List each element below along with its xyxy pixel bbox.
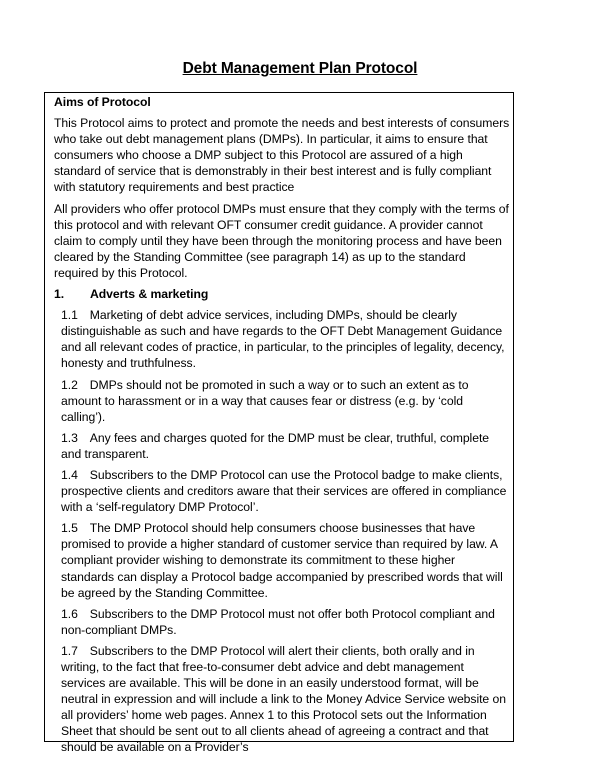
clause-1-5	[61, 520, 510, 600]
section-1-heading	[54, 286, 510, 302]
section-heading-aims: Aims of Protocol	[54, 95, 151, 109]
document-title: Debt Management Plan Protocol	[182, 60, 418, 77]
clause-number: 1.2	[61, 377, 78, 392]
clause-number: 1.4	[61, 467, 78, 482]
clause-1-3	[61, 430, 510, 462]
clause-text: Subscribers to the DMP Protocol will alert their clients, both orally and in writing, to the fact that free-to-consumer debt advice and debt management services are available. This will be done in an easily understood format, will be neutral in expression and will include a link to the Money Advice Service website on all providers’ home web pages. Annex 1 to this Protocol sets out the Information Sheet that should be sent out to all clients ahead of agreeing a contract and that should be available on a Provider’s	[61, 643, 506, 755]
clause-text: Subscribers to the DMP Protocol must not offer both Protocol compliant and non-compliant DMPs.	[61, 606, 495, 637]
clause-number: 1.5	[61, 521, 78, 536]
clause-1-7	[61, 643, 510, 756]
paragraph-aims-1: This Protocol aims to protect and promote the needs and best interests of consumers who take out debt management plans (DMPs). In particular, it aims to ensure that consumers who choose a DMP subject to this Protocol are assured of a high standard of service that is demonstrably in their best interest and is fully compliant with statutory requirements and best practice	[54, 116, 510, 195]
clause-text: DMPs should not be promoted in such a way or to such an extent as to amount to harassment or in a way that causes fear or distress (e.g. by ‘cold calling’).	[61, 377, 469, 424]
paragraph-aims-2: All providers who offer protocol DMPs must ensure that they comply with the terms of this protocol and with relevant OFT consumer credit guidance. A provider cannot claim to comply until they have been through the monitoring process and have been cleared by the Standing Committee (see paragraph 14) as up to the standard required by this Protocol.	[54, 201, 509, 280]
section-1-number: 1.	[54, 287, 65, 302]
clause-text: Subscribers to the DMP Protocol can use the Protocol badge to make clients, prospective clients and creditors aware that their services are offered in compliance with a ‘self-regulatory DMP Protocol’.	[61, 467, 507, 515]
clause-number: 1.6	[61, 606, 78, 621]
clause-number: 1.1	[61, 308, 78, 323]
clause-text: The DMP Protocol should help consumers choose businesses that have promised to provide a higher standard of customer service than required by law. A compliant provider wishing to demonstrate its commitment to these higher standards can display a Protocol badge accompanied by prescribed words that will be agreed by the Standing Committee.	[61, 521, 503, 600]
clause-number: 1.7	[61, 643, 78, 658]
clause-1-4	[61, 467, 510, 515]
clause-text: Any fees and charges quoted for the DMP must be clear, truthful, complete and transparent.	[61, 430, 490, 461]
clause-number: 1.3	[61, 430, 78, 445]
document-body	[54, 94, 510, 761]
clause-text: Marketing of debt advice services, including DMPs, should be clearly distinguishable as such and have regards to the OFT Debt Management Guidance and all relevant codes of practice, in particular, to the principles of legality, decency, honesty and truthfulness.	[61, 308, 505, 371]
section-1-title: Adverts & marketing	[90, 287, 209, 302]
clause-1-2	[61, 377, 510, 425]
clause-1-1	[61, 307, 510, 371]
clause-1-6	[61, 606, 510, 638]
